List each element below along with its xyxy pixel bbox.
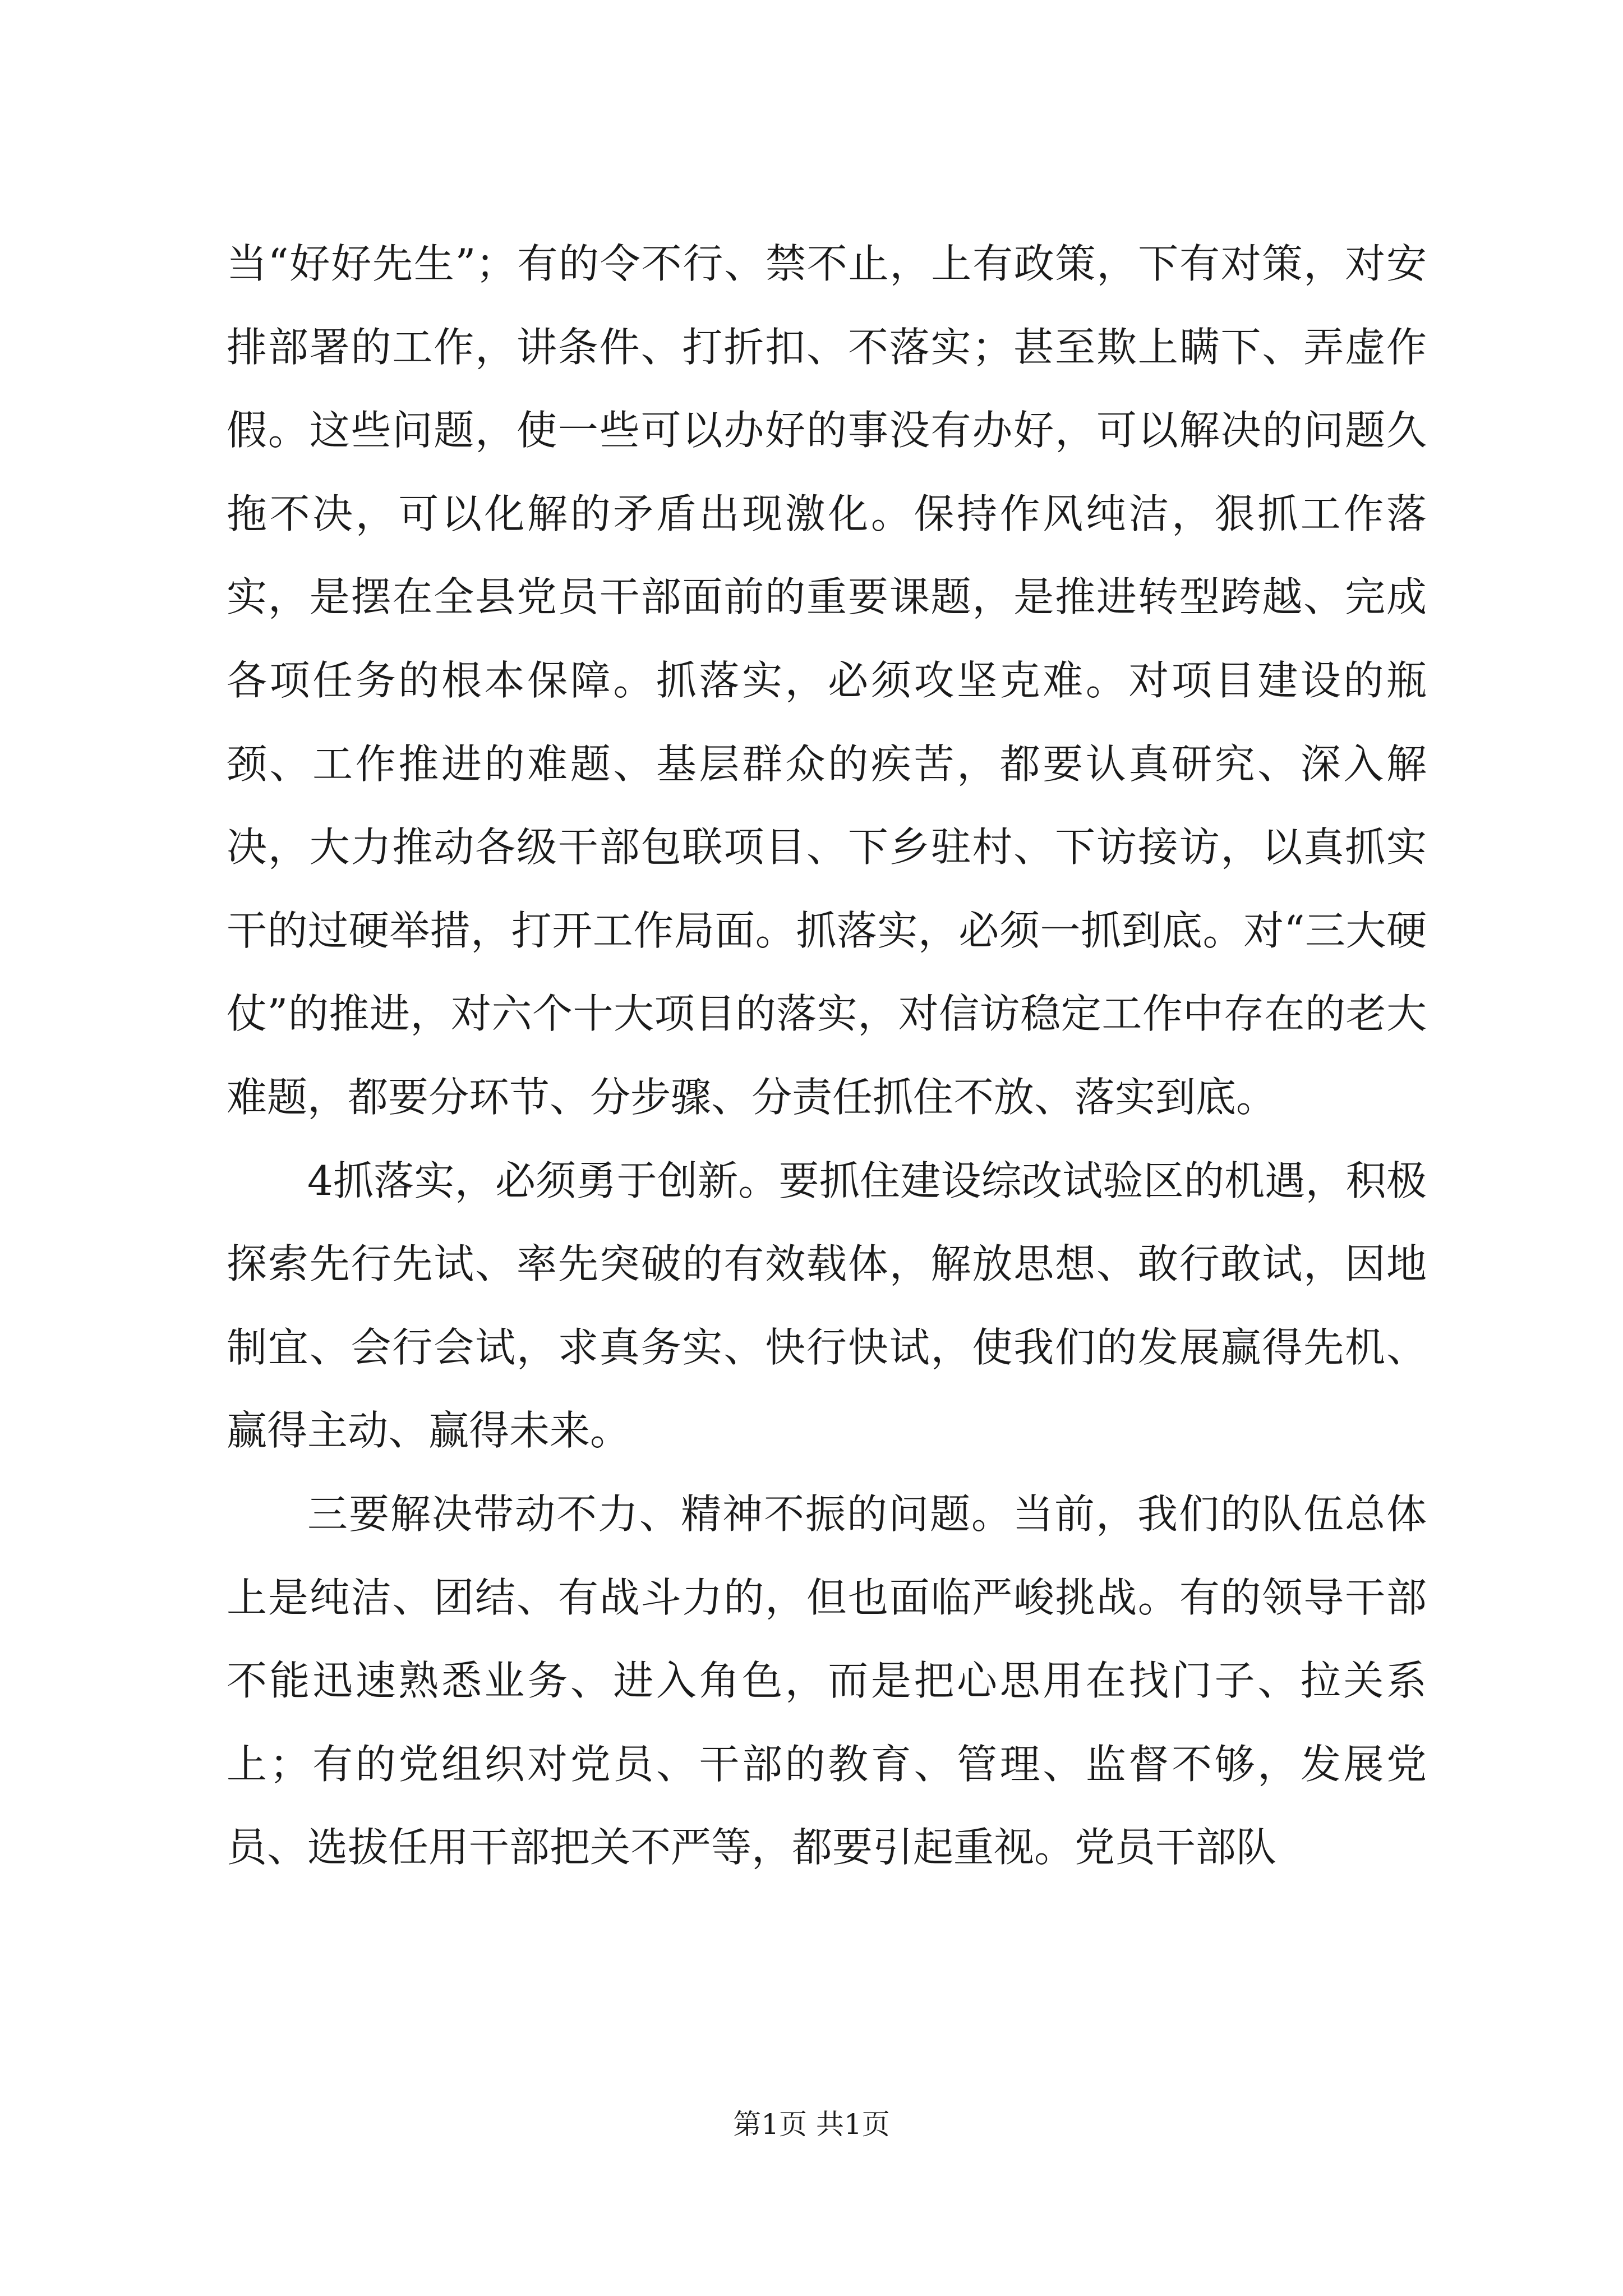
paragraph-innovation: 4抓落实，必须勇于创新。要抓住建设综改试验区的机遇，积极探索先行先试、率先突破的有效载体，解放思想、敢行敢试，因地制宜、会行会试，求真务实、快行快试，使我们的发展赢得先机、赢得主动、赢得未来。 (227, 1157, 1427, 1455)
paragraph-continuation: 当“好好先生”；有的令不行、禁不止，上有政策，下有对策，对安排部署的工作，讲条件、打折扣、不落实；甚至欺上瞒下、弄虚作假。这些问题，使一些可以办好的事没有办好，可以解决的问题久拖不决，可以化解的矛盾出现激化。保持作风纯洁，狠抓工作落实，是摆在全县党员干部面前的重要课题，是推进转型跨越、完成各项任务的根本保障。抓落实，必须攻坚克难。对项目建设的瓶颈、工作推进的难题、基层群众的疾苦，都要认真研究、深入解决，大力推动各级干部包联项目、下乡驻村、下访接访，以真抓实干的过硬举措，打开工作局面。抓落实，必须一抓到底。对“三大硬仗”的推进，对六个十大项目的落实，对信访稳定工作中存在的老大难题，都要分环节、分步骤、分责任抓住不放、落实到底。 (227, 240, 1427, 1121)
document-body (227, 222, 1427, 1889)
paragraph-third-point: 三要解决带动不力、精神不振的问题。当前，我们的队伍总体上是纯洁、团结、有战斗力的，但也面临严峻挑战。有的领导干部不能迅速熟悉业务、进入角色，而是把心思用在找门子、拉关系上；有的党组织对党员、干部的教育、管理、监督不够，发展党员、选拔任用干部把关不严等，都要引起重视。党员干部队 (227, 1490, 1427, 1871)
page-number-footer: 第1页 共1页 (733, 2108, 890, 2141)
